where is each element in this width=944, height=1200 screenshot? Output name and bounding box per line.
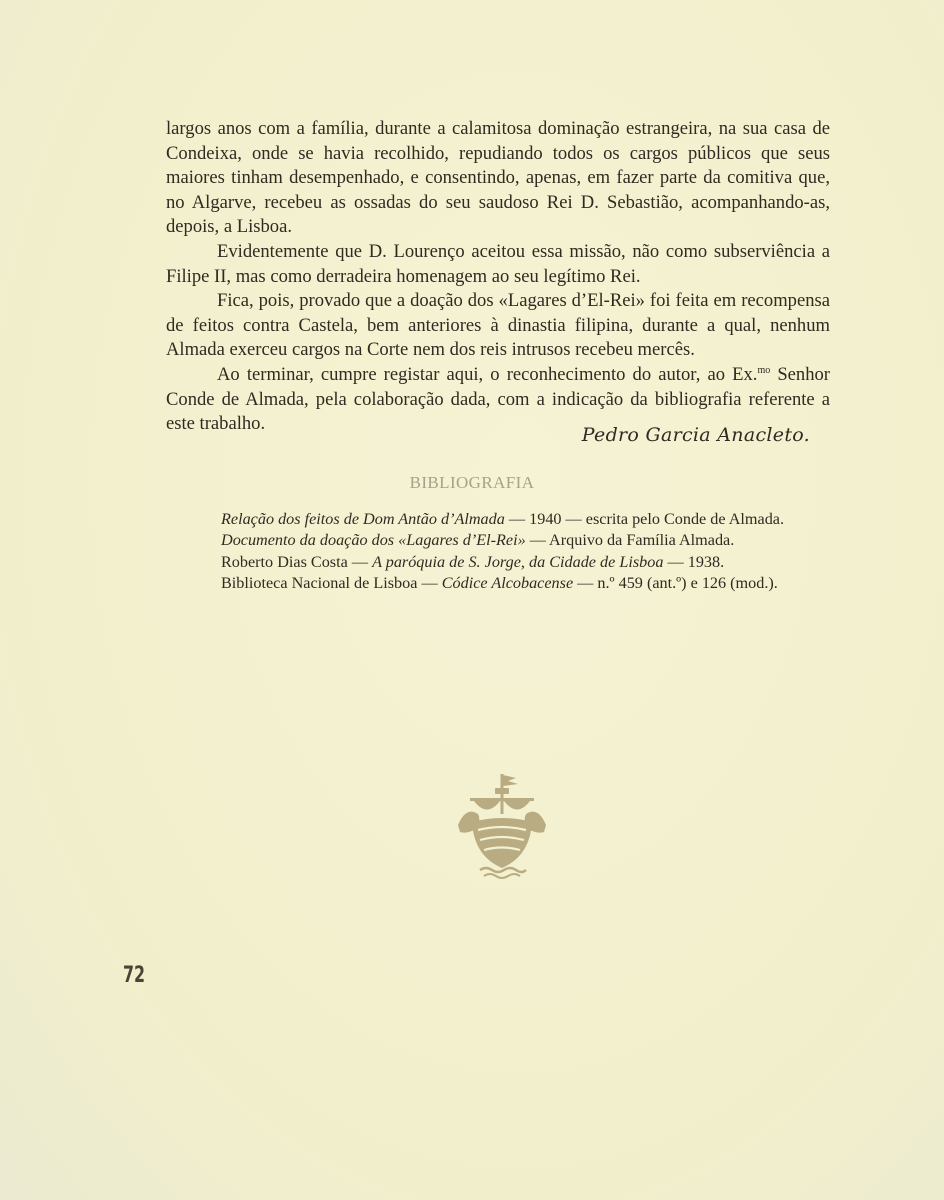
bib-entry-text: — n.º 459 (ant.º) e 126 (mod.). <box>573 574 778 593</box>
bib-entry-title: Documento da doação dos «Lagares d’El-Rei» <box>221 531 526 550</box>
paragraph-4-text-after: Senhor Conde de Almada, pela colaboração dada, com a indicação da bibliografia referente a este trabalho. <box>166 363 831 435</box>
ship-emblem-icon <box>452 770 552 880</box>
paragraph-4-text-before: Ao terminar, cumpre registar aqui, o reconhecimento do autor, ao Ex. <box>217 363 758 385</box>
bib-entry-text: — 1938. <box>663 552 725 571</box>
bibliography-heading: BIBLIOGRAFIA <box>409 473 535 492</box>
paragraph-1: largos anos com a família, durante a calamitosa dominação estrangeira, na sua casa de Condeixa, onde se havia recolhido, repudiando todos os cargos públicos que seus maiores tinham desempenhado, e consentindo, apenas, em fazer parte da comitiva que, no Algarve, recebeu as ossadas do seu saudoso Rei D. Sebastião, acompanhando-as, depois, a Lisboa. <box>166 118 830 238</box>
bib-entry-text: — Arquivo da Família Almada. <box>525 531 735 550</box>
bibliography-entry <box>221 573 861 594</box>
bibliography-entry <box>221 509 861 530</box>
bib-entry-text: — 1940 — escrita pelo Conde de Almada. <box>504 510 785 528</box>
paragraph-3: Fica, pois, provado que a doação dos «Lagares d’El-Rei» foi feita em recompensa de feitos contra Castela, bem anteriores à dinastia filipina, durante a qual, nenhum Almada exerceu cargos na Corte nem dos reis intrusos recebeu mercês. <box>166 290 830 361</box>
paragraph-2: Evidentemente que D. Lourenço aceitou essa missão, não como subserviência a Filipe II, mas como derradeira homenagem ao seu legítimo Rei. <box>166 240 830 287</box>
bib-entry-title: Relação dos feitos de Dom Antão d’Almada <box>221 510 505 528</box>
bib-entry-title: A paróquia de S. Jorge, da Cidade de Lisboa <box>372 552 664 571</box>
author-signature: Pedro Garcia Anacleto. <box>581 424 810 446</box>
page-number: 72 <box>123 963 146 988</box>
bibliography-entry <box>221 530 861 551</box>
bibliography-list <box>221 509 861 595</box>
bib-entry-text: Biblioteca Nacional de Lisboa — <box>221 574 442 593</box>
bib-entry-title: Códice Alcobacense <box>441 574 574 593</box>
body-text <box>166 117 830 437</box>
paragraph-4-superscript: mo <box>757 364 771 376</box>
bib-entry-text: Roberto Dias Costa — <box>221 552 373 571</box>
bibliography-entry <box>221 552 861 573</box>
